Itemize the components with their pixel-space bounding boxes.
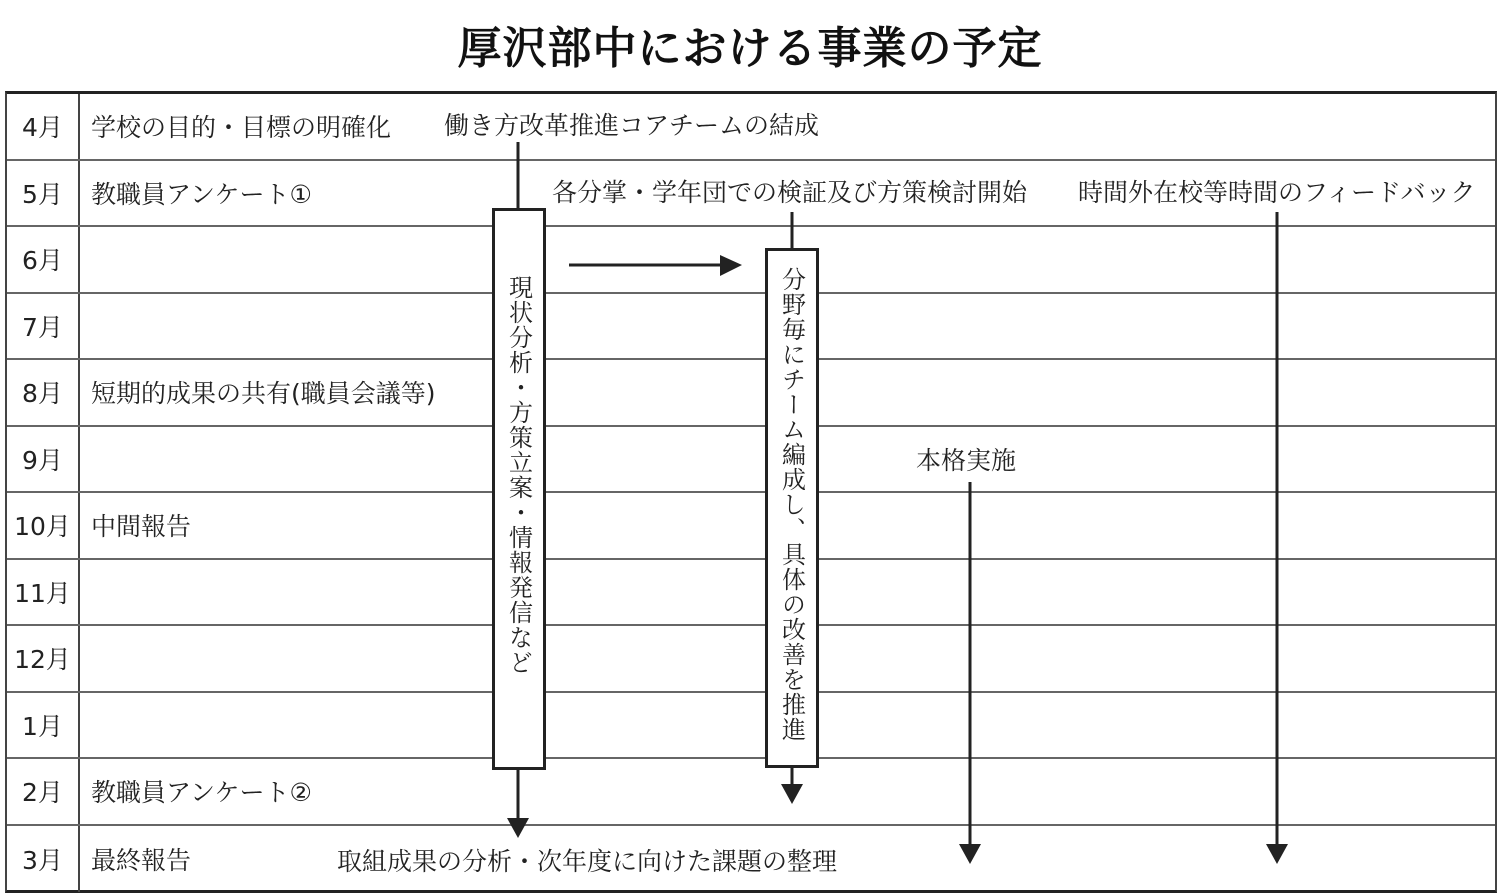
month-label: 4月 (7, 94, 80, 159)
month-label: 8月 (7, 360, 80, 425)
row-text: 教職員アンケート② (91, 778, 312, 808)
month-label: 7月 (7, 294, 80, 359)
box-analysis (492, 208, 546, 770)
table-row-november (7, 560, 1495, 627)
label-feedback: 時間外在校等時間のフィードバック (1078, 178, 1476, 207)
label-final-analysis: 取組成果の分析・次年度に向けた課題の整理 (337, 847, 838, 876)
month-label: 12月 (7, 626, 80, 691)
table-row-february (7, 759, 1495, 826)
row-text: 教職員アンケート① (91, 179, 312, 209)
table-row-september (7, 427, 1495, 494)
table-row-october (7, 493, 1495, 560)
month-label: 2月 (7, 759, 80, 824)
schedule-table (5, 91, 1497, 893)
row-text: 短期的成果の共有(職員会議等) (91, 379, 436, 409)
row-text: 中間報告 (91, 512, 192, 542)
month-label: 9月 (7, 427, 80, 492)
table-row-august (7, 360, 1495, 427)
table-row-june (7, 227, 1495, 294)
month-label: 1月 (7, 693, 80, 758)
table-row-december (7, 626, 1495, 693)
box-teams (765, 248, 819, 768)
row-text: 学校の目的・目標の明確化 (91, 113, 392, 143)
label-full-implementation: 本格実施 (916, 446, 1017, 475)
label-core-team: 働き方改革推進コアチームの結成 (444, 111, 820, 140)
month-label: 11月 (7, 560, 80, 625)
month-label: 5月 (7, 161, 80, 226)
box-teams-text: 分野毎にチーム編成し、具体の改善を推進 (777, 267, 806, 742)
box-analysis-text: 現状分析・方策立案・情報発信など (504, 275, 533, 675)
label-verification: 各分掌・学年団での検証及び方策検討開始 (552, 178, 1028, 207)
row-text: 最終報告 (91, 845, 192, 875)
month-label: 10月 (7, 493, 80, 558)
table-row-january (7, 693, 1495, 760)
month-label: 3月 (7, 826, 80, 893)
table-row-july (7, 294, 1495, 361)
page-title: 厚沢部中における事業の予定 (457, 23, 1043, 74)
month-label: 6月 (7, 227, 80, 292)
